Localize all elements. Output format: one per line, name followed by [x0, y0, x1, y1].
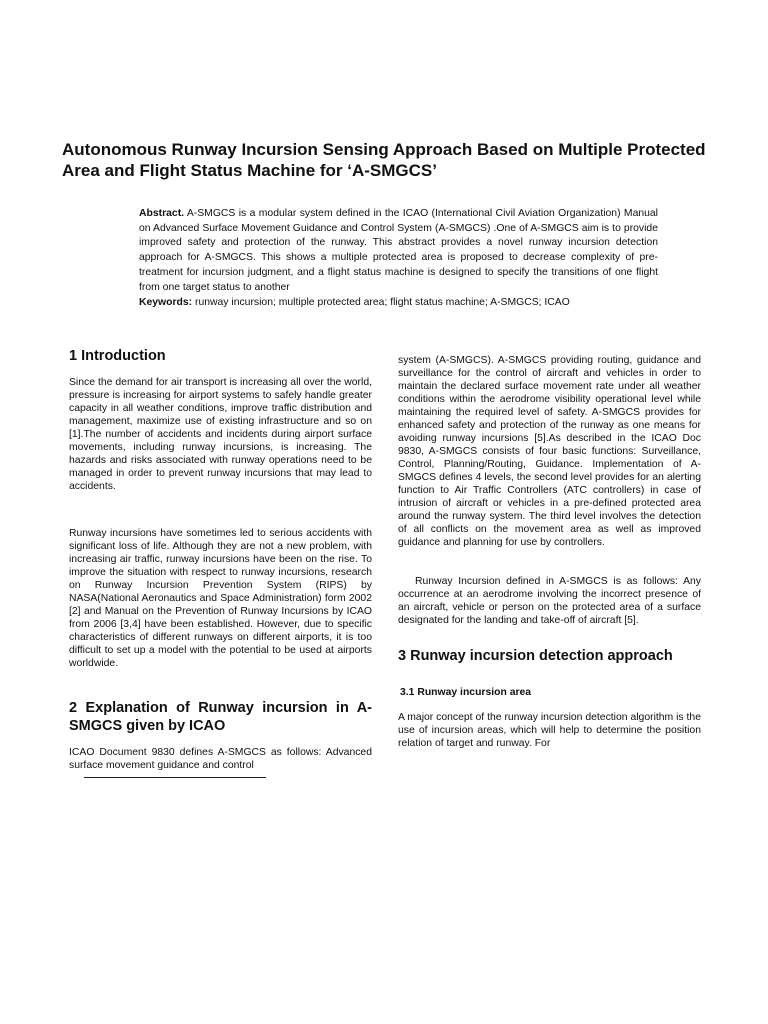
subsection-3-1-heading: 3.1 Runway incursion area [400, 687, 532, 698]
definition-paragraph: Runway Incursion defined in A-SMGCS is as follows: Any occurrence at an aerodrome involving the incorrect presence of an aircraft, vehicle or person on the protected area of a surface designated for the landing and take-off of aircraft [5]. [398, 576, 701, 626]
right-column [398, 0, 701, 1024]
continued-paragraph: system (A-SMGCS). A-SMGCS providing routing, guidance and surveillance for the control of aircraft and vehicles in order to maintain the declared surface movement rate under all weather conditions within the aerodrome visibility operational level while maintaining the required level of safety. A-SMGCS provides for enhanced safety and protection of the runway as one means for avoiding runway incursions [5].As described in the ICAO Doc 9830, A-SMGCS consists of four basic functions: Surveillance, Control, Planning/Routing, Guidance. Implementation of A-SMGCS defines 4 levels, the second level provides for an alerting function to Air Traffic Controllers (ATC controllers) in case of intrusion of aircraft or vehicles in a pre-defined protected area around the runway system. The third level involves the detection of all conflicts on the movement area as well as improved guidance and planning for use by controllers. [398, 355, 701, 548]
paper-title: Autonomous Runway Incursion Sensing Approach Based on Multiple Protected Area and Flight Status Machine for ‘A-SMGCS’ [62, 140, 706, 180]
section-1-heading: 1 Introduction [69, 348, 166, 364]
keywords-label: Keywords: [139, 297, 193, 308]
section-2-heading: 2 Explanation of Runway incursion in A-SMGCS given by ICAO [69, 700, 372, 734]
abstract-text: A-SMGCS is a modular system defined in the ICAO (International Civil Aviation Organization) Manual on Advanced Surface Movement Guidance and Control System (A-SMGCS) .One of A-SMGCS aim is to provide improved safety and protection of the runway. This abstract provides a novel runway incursion detection approach for A-SMGCS. This shows a multiple protected area is proposed to decrease complexity of pre-treatment for incursion judgment, and a flight status machine is designed to specify the transitions of one flight from one target status to another [139, 208, 658, 293]
left-column [69, 0, 372, 1024]
section-2-paragraph-1: ICAO Document 9830 defines A-SMGCS as follows: Advanced surface movement guidance and control [69, 747, 372, 771]
footnote-divider [84, 777, 266, 778]
section-1-paragraph-2: Runway incursions have sometimes led to serious accidents with significant loss of life. Although they are not a new problem, with increasing air traffic, runway incursions have been on the rise. To improve the situation with respect to runway incursions, research on Runway Incursion Prevention System (RIPS) by NASA(National Aeronautics and Space Administration) form 2002 [2] and Manual on the Prevention of Runway Incursions by ICAO from 2006 [3,4] have been established. However, due to specific characteristics of different runways on different airports, it is too difficult to set up a model with the potential to be used at airports worldwide. [69, 528, 372, 669]
section-3-heading: 3 Runway incursion detection approach [398, 648, 673, 664]
section-1-paragraph-1: Since the demand for air transport is increasing all over the world, pressure is increasing for airport systems to safely handle greater capacity in all weather conditions, improve traffic distribution and management, maximize use of existing infrastructure and so on [1].The number of accidents and incidents during airport surface movements, including runway incursions, is increasing. The hazards and risks associated with runway operations need to be managed in order to prevent runway incursions that may lead to accidents. [69, 377, 372, 492]
subsection-3-1-paragraph: A major concept of the runway incursion detection algorithm is the use of incursion areas, which will help to determine the position relation of target and runway. For [398, 712, 701, 749]
abstract-label: Abstract. [139, 208, 185, 219]
keywords-text: runway incursion; multiple protected area; flight status machine; A-SMGCS; ICAO [192, 297, 570, 308]
